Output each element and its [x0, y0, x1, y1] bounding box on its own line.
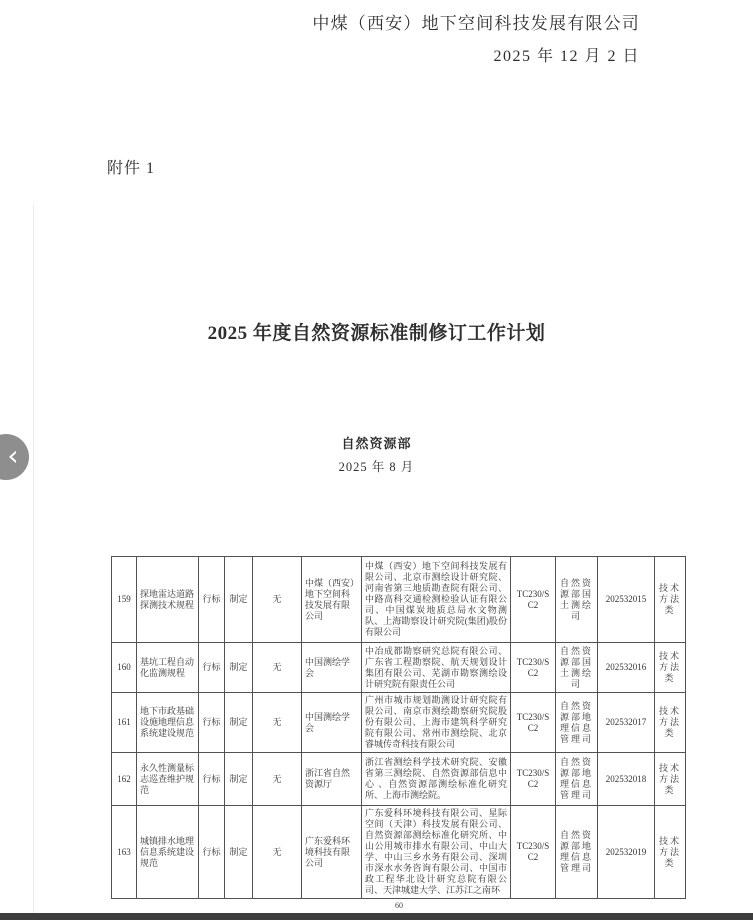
cell-name: 地下市政基础设施地理信息系统建设规范	[137, 693, 199, 753]
cell-tc: TC230/SC2	[511, 643, 556, 693]
cell-proposer: 中煤（西安）地下空间科技发展有限公司	[302, 557, 362, 643]
cell-kind: 制定	[225, 643, 253, 693]
letterhead	[312, 10, 640, 70]
cell-seq: 162	[112, 753, 137, 806]
cell-plan-no: 202532018	[598, 753, 655, 806]
cell-plan-no: 202532016	[598, 643, 655, 693]
cell-level: 行标	[199, 693, 225, 753]
cell-name: 永久性测量标志巡查维护规范	[137, 753, 199, 806]
cell-tc: TC230/SC2	[511, 806, 556, 899]
cell-seq: 163	[112, 806, 137, 899]
letterhead-date: 2025 年 12 月 2 日	[493, 48, 640, 65]
cell-tc: TC230/SC2	[511, 557, 556, 643]
cell-replaced: 无	[253, 753, 302, 806]
document-title: 2025 年度自然资源标准制修订工作计划	[207, 323, 546, 344]
table-row	[112, 643, 686, 693]
page-edge-line	[33, 205, 34, 913]
cell-dept: 自然资源部国土测绘司	[556, 643, 598, 693]
cell-seq: 160	[112, 643, 137, 693]
cell-name: 城镇排水地理信息系统建设规范	[137, 806, 199, 899]
cell-dept: 自然资源部地理信息管理司	[556, 806, 598, 899]
cell-dept: 自然资源部国土测绘司	[556, 557, 598, 643]
table-row	[112, 806, 686, 899]
cell-category: 技术方法类	[655, 557, 686, 643]
cell-kind: 制定	[225, 693, 253, 753]
cell-seq: 159	[112, 557, 137, 643]
table-row	[112, 753, 686, 806]
cell-drafters: 中煤（西安）地下空间科技发展有限公司、北京市测绘设计研究院、河南省第三地质勘查院有限公司、中路高科交通检测检验认证有限公司、中国煤炭地质总局水文物测队、上海勘察设计研究院(集团)股份有限公司	[362, 557, 511, 643]
cell-level: 行标	[199, 643, 225, 693]
cell-replaced: 无	[253, 643, 302, 693]
cell-drafters: 广东爱科环境科技有限公司、星际空间（天津）科技发展有限公司、自然资源部测绘标准化研究所、中山公用城市排水有限公司、中山大学、中山三乡水务有限公司、深圳市深水水务咨询有限公司、中国市政工程华北设计研究总院有限公司、天津城建大学、江苏江之南环	[362, 806, 511, 899]
cell-plan-no: 202532017	[598, 693, 655, 753]
issuer-name: 自然资源部	[341, 436, 412, 451]
cell-proposer: 浙江省自然资源厅	[302, 753, 362, 806]
chevron-left-icon: ‹	[7, 438, 19, 472]
cell-replaced: 无	[253, 557, 302, 643]
cell-name: 探地雷达道路探测技术规程	[137, 557, 199, 643]
cell-level: 行标	[199, 557, 225, 643]
letterhead-company: 中煤（西安）地下空间科技发展有限公司	[312, 14, 640, 33]
page-number: 60	[395, 901, 403, 910]
cell-drafters: 浙江省测绘科学技术研究院、安徽省第三测绘院、自然资源部信息中心 、自然资源部测绘标准化研究所、上海市测绘院。	[362, 753, 511, 806]
cell-proposer: 广东爱科环境科技有限公司	[302, 806, 362, 899]
cell-replaced: 无	[253, 806, 302, 899]
attachment-label: 附件 1	[107, 160, 156, 177]
cell-kind: 制定	[225, 557, 253, 643]
standards-table	[111, 556, 686, 899]
cell-proposer: 中国测绘学会	[302, 693, 362, 753]
cell-name: 基坑工程自动化监测规程	[137, 643, 199, 693]
cell-dept: 自然资源部地理信息管理司	[556, 753, 598, 806]
table-row	[112, 557, 686, 643]
cell-plan-no: 202532019	[598, 806, 655, 899]
cell-drafters: 广州市城市规划勘测设计研究院有限公司、南京市测绘勘察研究院股份有限公司、上海市建筑科学研究院有限公司、常州市测绘院、北京睿城传奇科技有限公司	[362, 693, 511, 753]
table-row	[112, 693, 686, 753]
cell-kind: 制定	[225, 753, 253, 806]
cell-proposer: 中国测绘学会	[302, 643, 362, 693]
cell-tc: TC230/SC2	[511, 753, 556, 806]
cell-kind: 制定	[225, 806, 253, 899]
issue-date: 2025 年 8 月	[338, 460, 415, 474]
cell-level: 行标	[199, 806, 225, 899]
cell-dept: 自然资源部地理信息管理司	[556, 693, 598, 753]
cell-plan-no: 202532015	[598, 557, 655, 643]
cell-replaced: 无	[253, 693, 302, 753]
cell-category: 技术方法类	[655, 693, 686, 753]
cell-category: 技术方法类	[655, 643, 686, 693]
cell-drafters: 中冶成都勘察研究总院有限公司、广东省工程勘察院、航天规划设计集团有限公司、芜湖市勘察测绘设计研究院有限责任公司	[362, 643, 511, 693]
cell-category: 技术方法类	[655, 806, 686, 899]
bottom-bar	[0, 913, 753, 920]
cell-category: 技术方法类	[655, 753, 686, 806]
cell-tc: TC230/SC2	[511, 693, 556, 753]
cell-level: 行标	[199, 753, 225, 806]
cell-seq: 161	[112, 693, 137, 753]
